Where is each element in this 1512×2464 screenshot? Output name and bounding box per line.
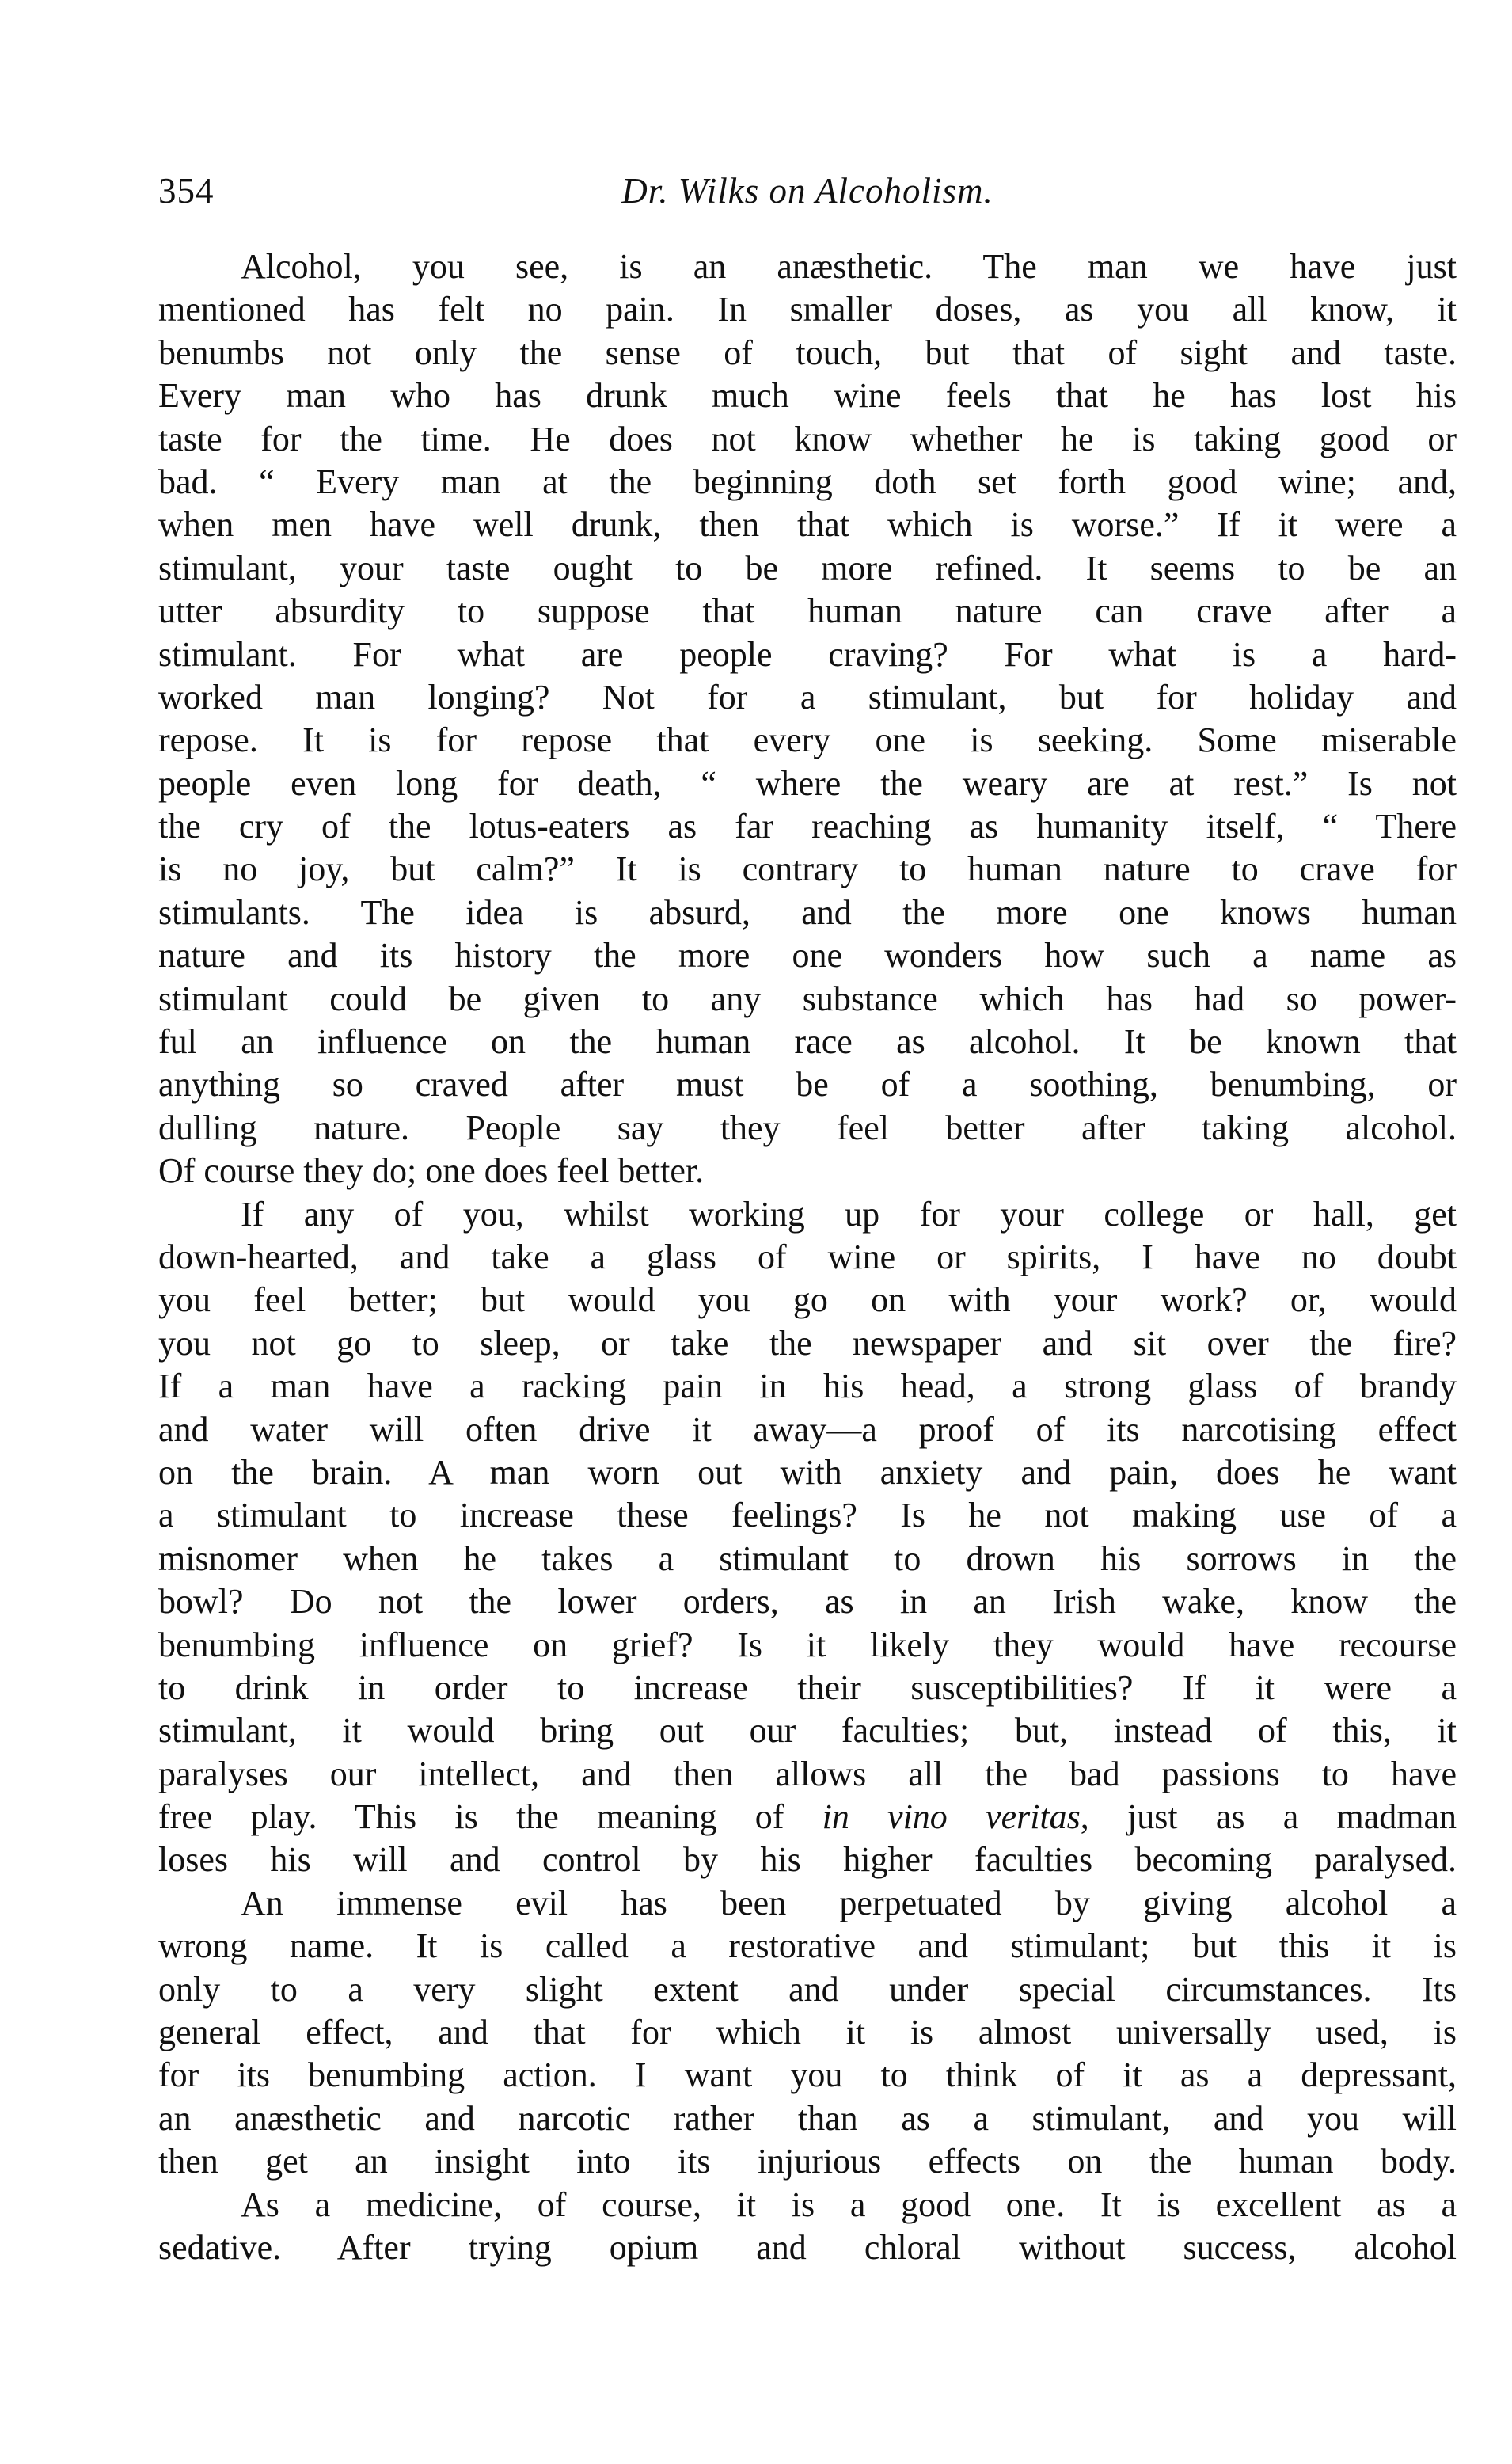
text-segment: stimulant, your taste ought to be more refined. It seems to be an [158, 548, 1457, 587]
text-line [158, 633, 1457, 676]
text-segment: bad. “ Every man at the beginning doth set forth good wine; and, [158, 462, 1457, 501]
text-line [158, 2097, 1457, 2140]
text-segment: only to a very slight extent and under special circumstances. Its [158, 1969, 1457, 2009]
text-segment: sedative. After trying opium and chloral without success, alcohol [158, 2227, 1457, 2267]
text-segment: benumbing influence on grief? Is it likely they would have recourse [158, 1625, 1457, 1664]
text-segment: is no joy, but calm?” It is contrary to human nature to crave for [158, 850, 1457, 889]
text-line [158, 892, 1457, 934]
text-line [158, 547, 1457, 590]
text-segment: stimulant, it would bring out our faculties; but, instead of this, it [158, 1711, 1457, 1751]
text-line [158, 1409, 1457, 1451]
text-line [158, 2184, 1457, 2226]
text-segment: then get an insight into its injurious effects on the human body. [158, 2142, 1457, 2181]
text-segment: Every man who has drunk much wine feels that he has lost his [158, 376, 1457, 416]
body-text [158, 245, 1457, 2269]
text-line [158, 504, 1457, 546]
text-segment: you not go to sleep, or take the newspaper and sit over the fire? [158, 1323, 1457, 1363]
text-segment: taste for the time. He does not know whether he is taking good or [158, 419, 1457, 458]
text-line [158, 1279, 1457, 1321]
text-line [158, 1451, 1457, 1494]
text-segment: , just as a madman [1080, 1797, 1457, 1837]
text-line [158, 805, 1457, 848]
text-segment: repose. It is for repose that every one is seeking. Some miserable [158, 721, 1457, 760]
text-segment: misnomer when he takes a stimulant to drown his sorrows in the [158, 1538, 1457, 1578]
text-segment: If a man have a racking pain in his head, a strong glass of brandy [158, 1367, 1457, 1406]
text-segment: and water will often drive it away—a proof of its narcotising effect [158, 1409, 1457, 1449]
text-line [158, 719, 1457, 762]
text-segment: an anæsthetic and narcotic rather than as a stimulant, and you will [158, 2098, 1457, 2138]
text-segment: Of course they do; one does feel better. [158, 1151, 705, 1191]
text-line [158, 418, 1457, 461]
text-line [158, 762, 1457, 805]
text-line [158, 1580, 1457, 1623]
text-line [158, 2054, 1457, 2097]
text-line [158, 245, 1457, 288]
text-line [158, 1667, 1457, 1709]
text-line [158, 332, 1457, 375]
text-segment: on the brain. A man worn out with anxiety and pain, does he want [158, 1452, 1457, 1492]
text-segment: anything so craved after must be of a soothing, benumbing, or [158, 1065, 1457, 1105]
text-segment: you feel better; but would you go on with your work? or, would [158, 1280, 1457, 1320]
text-line [158, 676, 1457, 719]
text-line [158, 2140, 1457, 2183]
text-segment: benumbs not only the sense of touch, but that of sight and taste. [158, 333, 1457, 372]
text-line [158, 1236, 1457, 1279]
text-segment: utter absurdity to suppose that human nature can crave after a [158, 591, 1457, 631]
text-line [158, 1838, 1457, 1881]
text-segment: when men have well drunk, then that which is worse.” If it were a [158, 505, 1457, 545]
text-segment: An immense evil has been perpetuated by giving alcohol a [241, 1883, 1457, 1922]
page-number: 354 [158, 171, 215, 211]
text-line [158, 288, 1457, 331]
text-line [158, 590, 1457, 633]
text-line [158, 1624, 1457, 1667]
text-line [158, 978, 1457, 1021]
text-segment: down-hearted, and take a glass of wine or spirits, I have no doubt [158, 1237, 1457, 1276]
text-segment: mentioned has felt no pain. In smaller doses, as you all know, it [158, 290, 1457, 329]
text-line [158, 934, 1457, 977]
text-segment: nature and its history the more one wonders how such a name as [158, 936, 1457, 975]
text-segment: wrong name. It is called a restorative and stimulant; but this it is [158, 1926, 1457, 1966]
page-header [158, 163, 1457, 219]
text-line [158, 848, 1457, 891]
text-segment: stimulant. For what are people craving? For what is a hard- [158, 634, 1457, 674]
text-segment: dulling nature. People say they feel better after taking alcohol. [158, 1108, 1457, 1147]
text-segment: loses his will and control by his higher faculties becoming paralysed. [158, 1840, 1457, 1880]
text-line [158, 1365, 1457, 1408]
text-segment: If any of you, whilst working up for your college or hall, get [241, 1194, 1457, 1234]
text-line [158, 1709, 1457, 1752]
text-line [158, 2226, 1457, 2269]
text-line [158, 1063, 1457, 1106]
text-line [158, 1193, 1457, 1236]
text-segment: the cry of the lotus-eaters as far reaching as humanity itself, “ There [158, 807, 1457, 846]
text-segment: Alcohol, you see, is an anæsthetic. The man we have just [241, 247, 1457, 286]
text-line [158, 2011, 1457, 2054]
text-line [158, 1494, 1457, 1537]
text-segment: paralyses our intellect, and then allows all the bad passions to have [158, 1754, 1457, 1793]
text-segment: general effect, and that for which it is almost universally used, is [158, 2013, 1457, 2052]
text-line [158, 461, 1457, 504]
text-line [158, 1538, 1457, 1580]
text-segment: As a medicine, of course, it is a good one. It is excellent as a [241, 2185, 1457, 2224]
text-line [158, 1882, 1457, 1925]
text-line [158, 1968, 1457, 2011]
text-segment: stimulants. The idea is absurd, and the more one knows human [158, 892, 1457, 932]
text-line [158, 1796, 1457, 1838]
text-line [158, 1021, 1457, 1063]
text-segment: worked man longing? Not for a stimulant, but for holiday and [158, 677, 1457, 717]
text-segment: to drink in order to increase their susceptibilities? If it were a [158, 1667, 1457, 1707]
text-line [158, 1150, 1457, 1192]
text-line [158, 1753, 1457, 1796]
text-segment: bowl? Do not the lower orders, as in an Irish wake, know the [158, 1582, 1457, 1622]
text-line [158, 1925, 1457, 1968]
text-segment: for its benumbing action. I want you to think of it as a depressant, [158, 2055, 1457, 2095]
text-line [158, 1322, 1457, 1365]
text-segment: stimulant could be given to any substance which has had so power- [158, 979, 1457, 1018]
text-segment: free play. This is the meaning of [158, 1797, 822, 1837]
italic-phrase: in vino veritas [822, 1797, 1081, 1837]
text-segment: people even long for death, “ where the weary are at rest.” Is not [158, 763, 1457, 803]
text-line [158, 1107, 1457, 1150]
running-title: Dr. Wilks on Alcoholism. [621, 171, 993, 211]
text-line [158, 375, 1457, 417]
text-segment: ful an influence on the human race as alcohol. It be known that [158, 1022, 1457, 1062]
text-segment: a stimulant to increase these feelings? Is he not making use of a [158, 1496, 1457, 1535]
